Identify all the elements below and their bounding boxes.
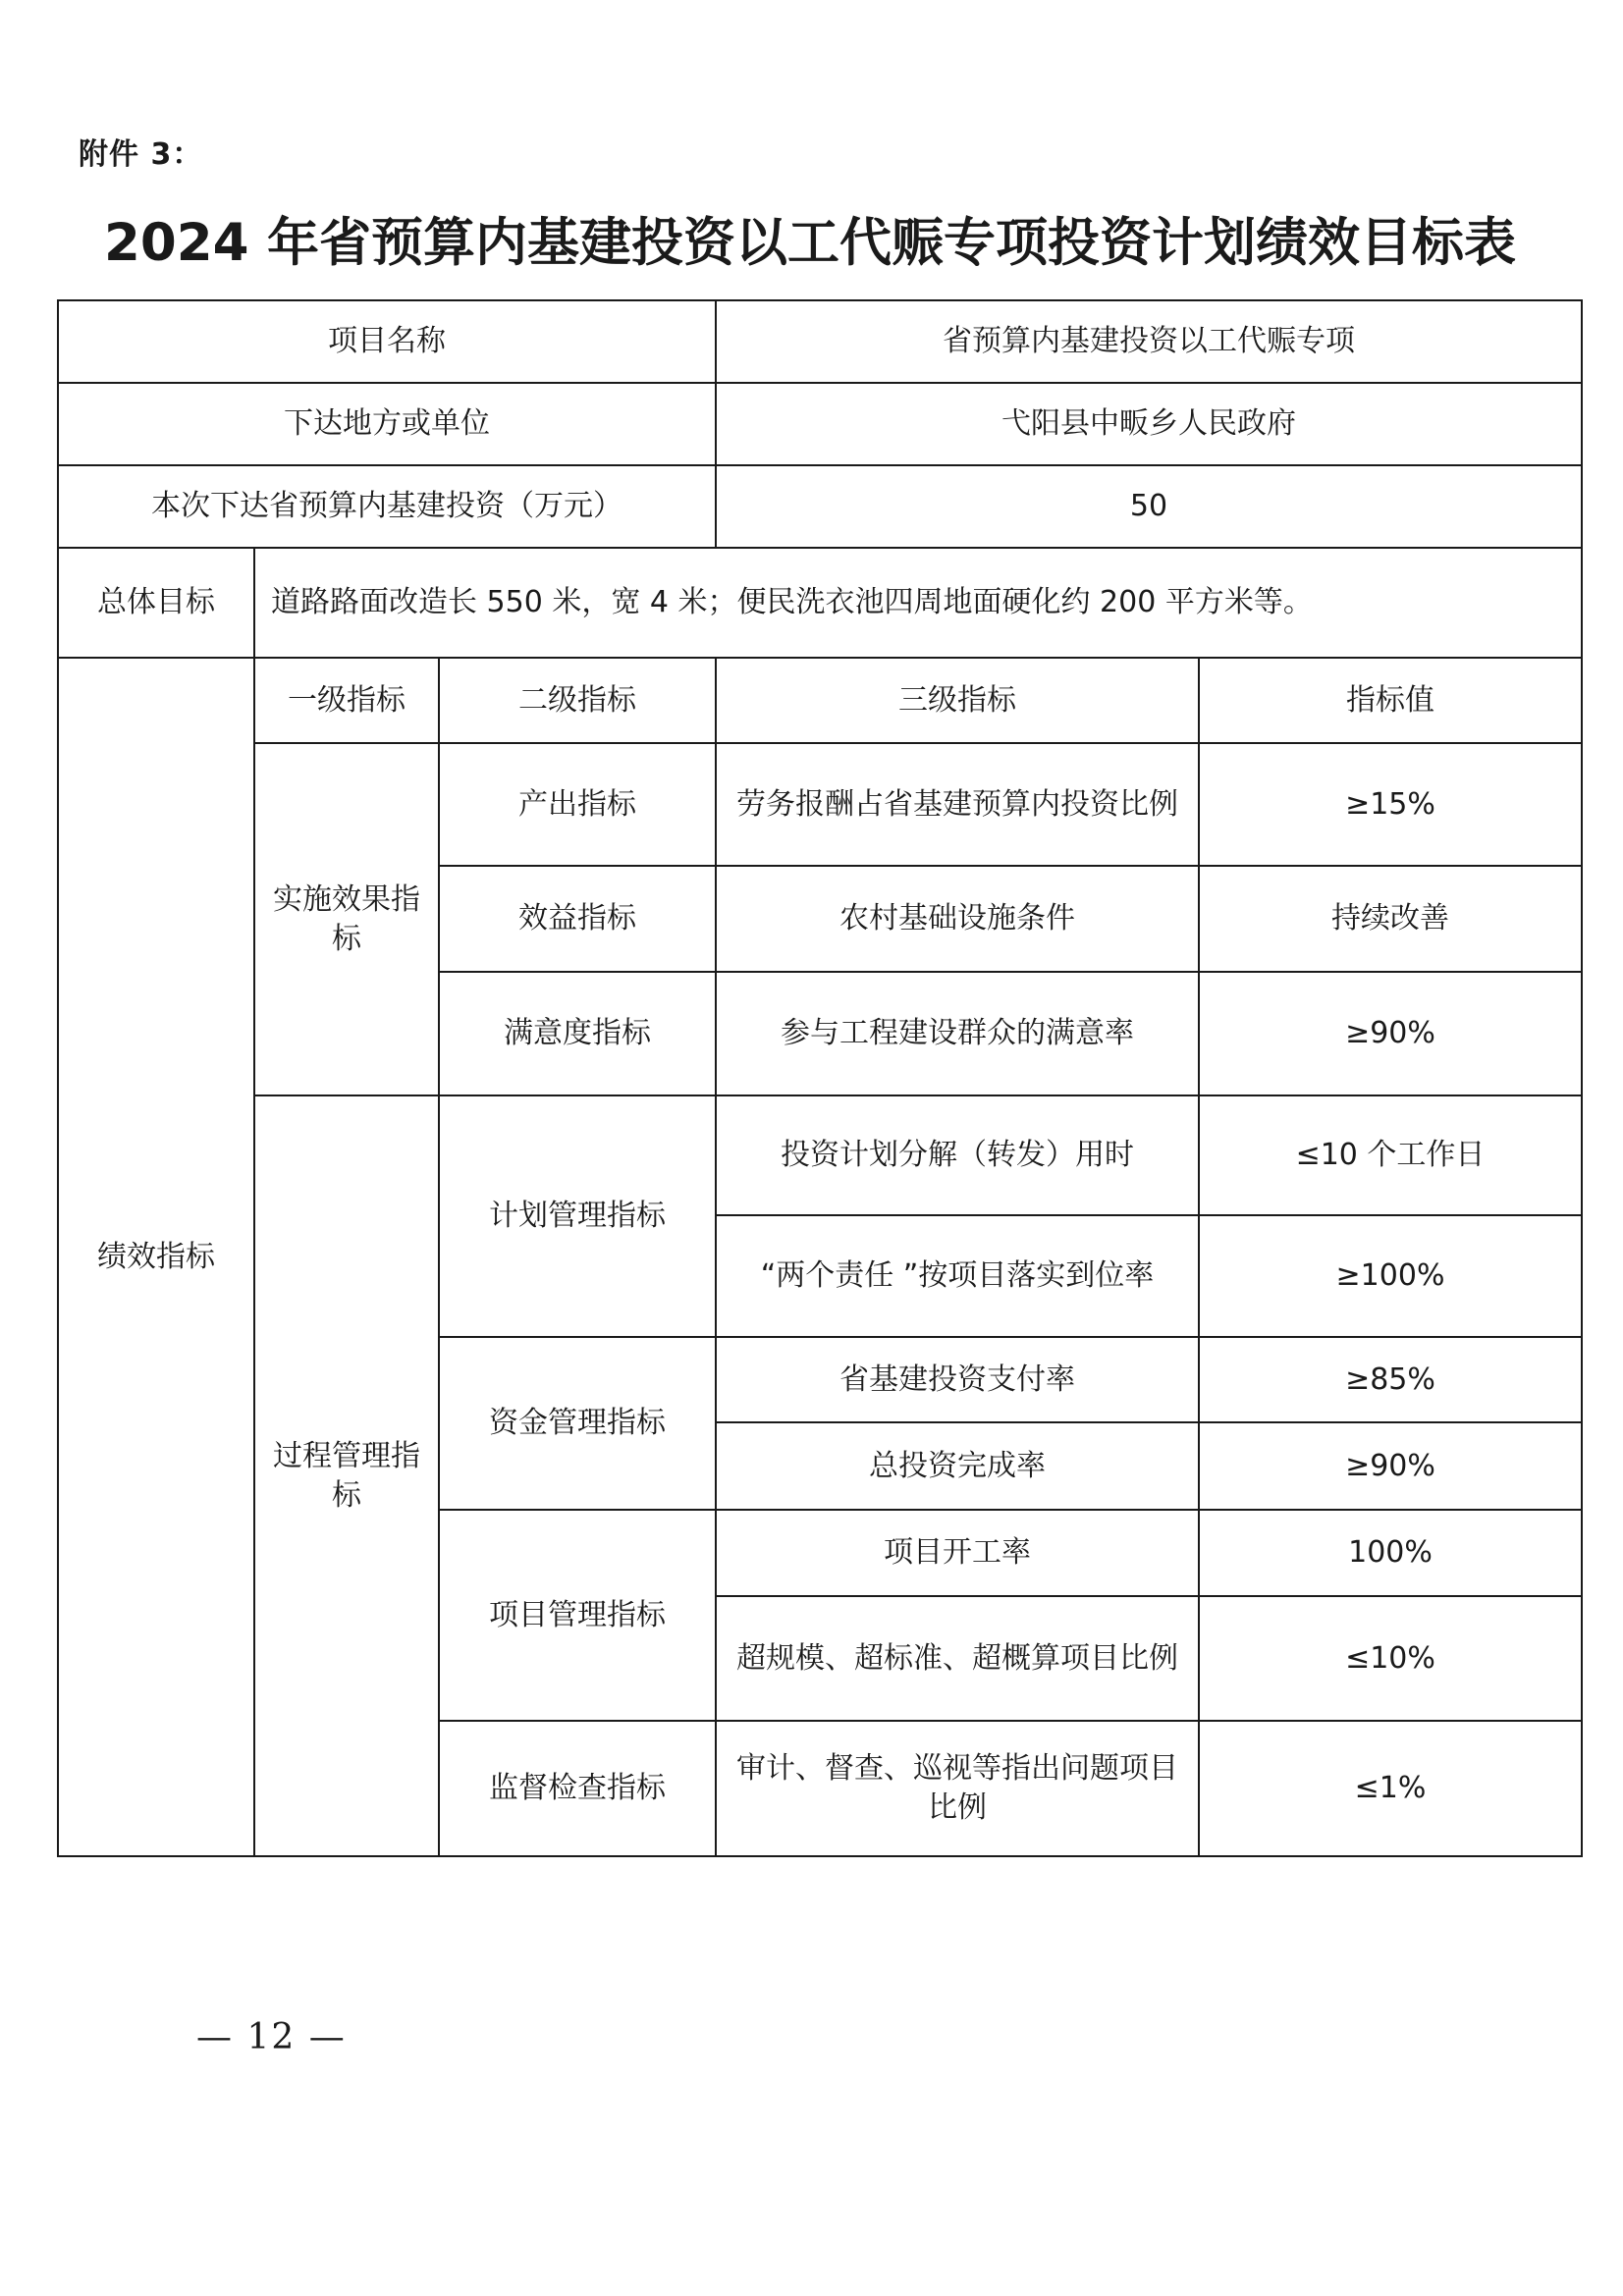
value-cell: ≤10 个工作日 (1199, 1095, 1582, 1215)
unit-value: 弋阳县中畈乡人民政府 (716, 383, 1582, 465)
level3-cell: 投资计划分解（转发）用时 (716, 1095, 1199, 1215)
level3-cell: 省基建投资支付率 (716, 1337, 1199, 1422)
unit-label: 下达地方或单位 (58, 383, 716, 465)
value-cell: ≥90% (1199, 972, 1582, 1095)
header-level1: 一级指标 (254, 658, 439, 743)
level3-cell: 农村基础设施条件 (716, 866, 1199, 972)
performance-table-container (57, 299, 1581, 1857)
attachment-label: 附件 3： (79, 137, 203, 172)
level1-cell: 实施效果指标 (254, 743, 439, 1095)
page-number: — 12 — (196, 2017, 347, 2057)
header-level2: 二级指标 (439, 658, 716, 743)
level3-cell: 参与工程建设群众的满意率 (716, 972, 1199, 1095)
goal-value: 道路路面改造长 550 米，宽 4 米；便民洗衣池四周地面硬化约 200 平方米等。 (254, 548, 1582, 658)
project-name-value: 省预算内基建投资以工代赈专项 (716, 300, 1582, 383)
level3-cell: 超规模、超标准、超概算项目比例 (716, 1596, 1199, 1721)
performance-label: 绩效指标 (58, 658, 254, 1856)
row-investment (58, 465, 1582, 548)
level2-cell: 监督检查指标 (439, 1721, 716, 1856)
document-title: 2024 年省预算内基建投资以工代赈专项投资计划绩效目标表 (104, 213, 1516, 273)
performance-table (57, 299, 1583, 1857)
row-project-name (58, 300, 1582, 383)
level2-cell: 产出指标 (439, 743, 716, 866)
value-cell: 持续改善 (1199, 866, 1582, 972)
level3-cell: 劳务报酬占省基建预算内投资比例 (716, 743, 1199, 866)
level3-cell: 总投资完成率 (716, 1422, 1199, 1510)
value-cell: ≥85% (1199, 1337, 1582, 1422)
table-row (58, 1095, 1582, 1215)
project-name-label: 项目名称 (58, 300, 716, 383)
level2-cell: 资金管理指标 (439, 1337, 716, 1510)
value-cell: ≤10% (1199, 1596, 1582, 1721)
value-cell: 100% (1199, 1510, 1582, 1596)
level2-cell: 项目管理指标 (439, 1510, 716, 1721)
table-row (58, 743, 1582, 866)
level3-cell: 审计、督查、巡视等指出问题项目比例 (716, 1721, 1199, 1856)
row-unit (58, 383, 1582, 465)
row-indicator-headers (58, 658, 1582, 743)
row-overall-goal (58, 548, 1582, 658)
level3-cell: 项目开工率 (716, 1510, 1199, 1596)
level2-cell: 计划管理指标 (439, 1095, 716, 1337)
value-cell: ≤1% (1199, 1721, 1582, 1856)
level2-cell: 满意度指标 (439, 972, 716, 1095)
level3-cell: “两个责任 ”按项目落实到位率 (716, 1215, 1199, 1337)
investment-label: 本次下达省预算内基建投资（万元） (58, 465, 716, 548)
goal-label: 总体目标 (58, 548, 254, 658)
value-cell: ≥100% (1199, 1215, 1582, 1337)
level1-cell: 过程管理指标 (254, 1095, 439, 1856)
value-cell: ≥90% (1199, 1422, 1582, 1510)
header-value: 指标值 (1199, 658, 1582, 743)
level2-cell: 效益指标 (439, 866, 716, 972)
value-cell: ≥15% (1199, 743, 1582, 866)
investment-value: 50 (716, 465, 1582, 548)
header-level3: 三级指标 (716, 658, 1199, 743)
